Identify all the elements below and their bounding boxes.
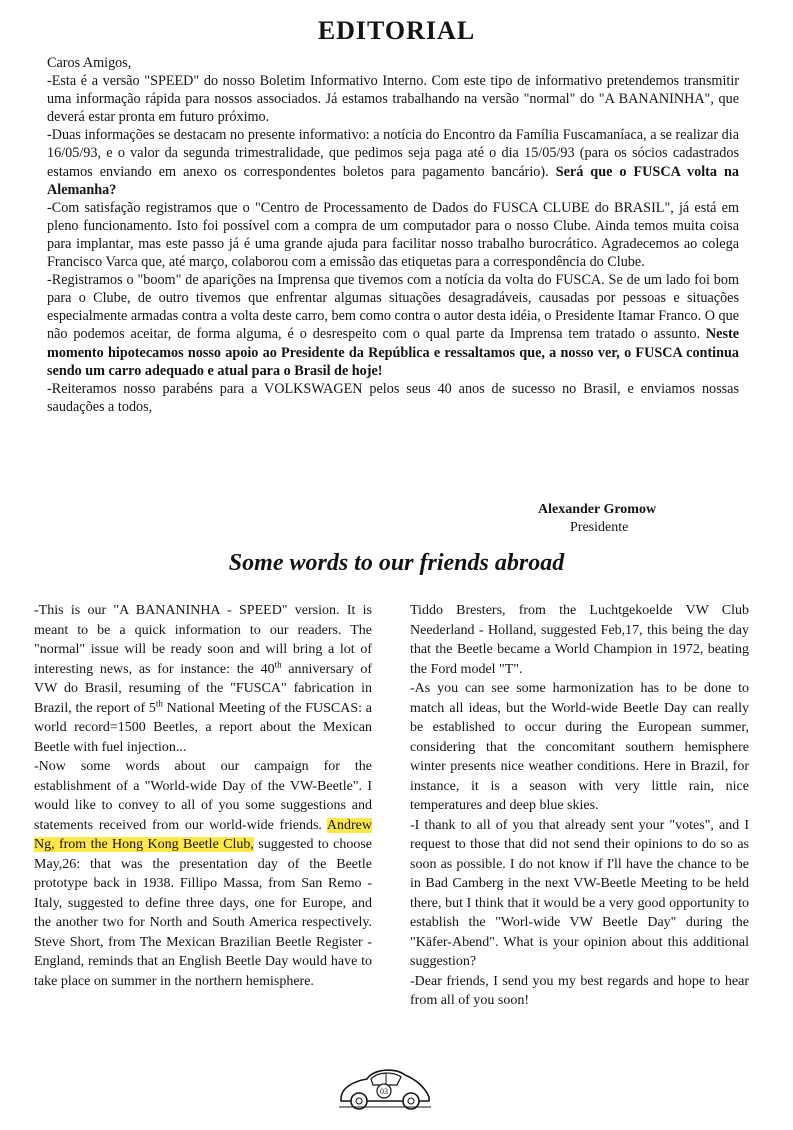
editorial-paragraph: -Reiteramos nosso parabéns para a VOLKSWAGEN pelos seus 40 anos de sucesso no Brasil, e enviamos nossas saudações a todos,: [47, 380, 739, 415]
vw-beetle-icon: [337, 1063, 433, 1111]
beetle-number: 03: [380, 1087, 388, 1096]
article-text: National Meeting of the FUSCAS: a world record=1500 Beetles, a report about the Mexican Beetle with fuel injection...: [34, 700, 372, 755]
editorial-bold-text: Neste momento hipotecamos nosso apoio ao Presidente da República e ressaltamos que, a nosso ver, o FUSCA continua sendo um carro adequado e atual para o Brasil de hoje!: [47, 326, 740, 379]
editorial-text: -Duas informações se destacam no presente informativo: a notícia do Encontro da Família Fuscamaníaca, a se realizar dia 16/05/93, e o valor da segunda trimestralidade, que pedimos seja paga até o dia 15/05/93 (para os sócios cadastrados estamos enviando em anexo os correspondentes boletos para pagamento bancário).: [47, 127, 739, 180]
editorial-paragraph: -Com satisfação registramos que o "Centro de Processamento de Dados do FUSCA CLUBE do BRASIL", já está em pleno funcionamento. Isto foi possível com a compra de um computador para o nosso Clube. Ainda temos muita coisa para implantar, mas este passo já é uma grande ajuda para facilitar nosso trabalho burocrático. Agradecemos ao colega Francisco Varca que, até março, colaborou com a emissão das etiquetas para a correspondência do Clube.: [47, 199, 739, 271]
article-paragraph: [34, 601, 372, 757]
editorial-paragraph: -Esta é a versão "SPEED" do nosso Boletim Informativo Interno. Com este tipo de informativo pretendemos transmitir uma informação rápida para nossos associados. Já estamos trabalhando na versão "normal" do "A BANANINHA", que deverá estar pronta em futuro próximo.: [47, 73, 739, 126]
highlighted-text: Andrew Ng, from the Hong Kong Beetle Club,: [34, 817, 373, 852]
editorial-body: [47, 54, 739, 416]
editorial-text: -Registramos o "boom" de aparições na Imprensa que tivemos com a notícia da volta do FUSCA. Se de um lado foi bom para o Clube, de outro tivemos que enfrentar algumas situações desagradáveis, causadas por pessoas e situações especialmente armadas contra a volta deste carro, bem como contra o autor desta idéia, o Presidente Itamar Franco. O que não podemos aceitar, de forma alguma, é o desrespeito com o qual parte da Imprensa tem tratado o assunto.: [47, 272, 739, 343]
signature-name: Alexander Gromow: [538, 502, 657, 517]
article-text: anniversary of VW do Brasil, resuming of the "FUSCA" fabrication in Brazil, the report of 5: [34, 661, 373, 716]
editorial-greeting: Caros Amigos,: [47, 55, 132, 71]
article-right-column: [410, 601, 749, 1011]
editorial-paragraph: [47, 126, 739, 198]
article-left-column: [34, 601, 372, 991]
page-title: EDITORIAL: [317, 16, 476, 45]
editorial-bold-text: Será que o FUSCA volta na Alemanha?: [47, 163, 740, 198]
article-paragraph: [34, 757, 372, 991]
article-paragraph: Tiddo Bresters, from the Luchtgekoelde VW Club Neederland - Holland, suggested Feb,17, this being the day that the Beetle became a World Champion in 1972, beating the Ford model "T".: [410, 603, 749, 677]
signature-role: Presidente: [570, 520, 629, 535]
editorial-paragraph: [47, 271, 739, 380]
ordinal-suffix: th: [155, 697, 163, 708]
article-paragraph: -I thank to all of you that already sent your "votes", and I request to those that did not send their opinions to do so as soon as possible. I do not know if I'll have the chance to be in Bad Camberg in the next VW-Beetle Meeting to be held there, but I think that it would be a very good opportunity to establish the "Worl-wide VW Beetle Day" during the "Käfer-Abend". What is your opinion about this additional suggestion?: [410, 817, 749, 969]
section-title: Some words to our friends abroad: [228, 550, 565, 576]
article-text: -Now some words about our campaign for the establishment of a "World-wide Day of the VW-Beetle". I would like to convey to all of you some suggestions and statements received from our world-wide friends.: [34, 759, 372, 833]
article-text: -This is our "A BANANINHA - SPEED" version. It is meant to be a quick information to our readers. The "normal" issue will be ready soon and will bring a lot of interesting news, as for instance: the 40: [34, 603, 372, 677]
article-paragraph: -Dear friends, I send you my best regards and hope to hear from all of you soon!: [410, 973, 749, 1008]
article-text: suggested to choose May,26: that was the presentation day of the Beetle prototype back in 1938. Fillipo Massa, from San Remo - Italy, suggested to define three days, one for Europe, and the another two for North and South America respectively. Steve Short, from The Mexican Brazilian Beetle Register - England, reminds that an English Beetle Day would have to take place on summer in the northern hemisphere.: [34, 837, 372, 989]
signature-block: [520, 501, 720, 537]
article-paragraph: -As you can see some harmonization has to be done to match all ideas, but the World-wide Beetle Day can really be established to occur during the European summer, considering that the concomitant southern hemisphere winter presents nice weather conditions. Here in Brazil, for instance, it is a season with very little rain, nice temperatures and deep blue skies.: [410, 681, 749, 813]
ordinal-suffix: th: [274, 658, 282, 669]
